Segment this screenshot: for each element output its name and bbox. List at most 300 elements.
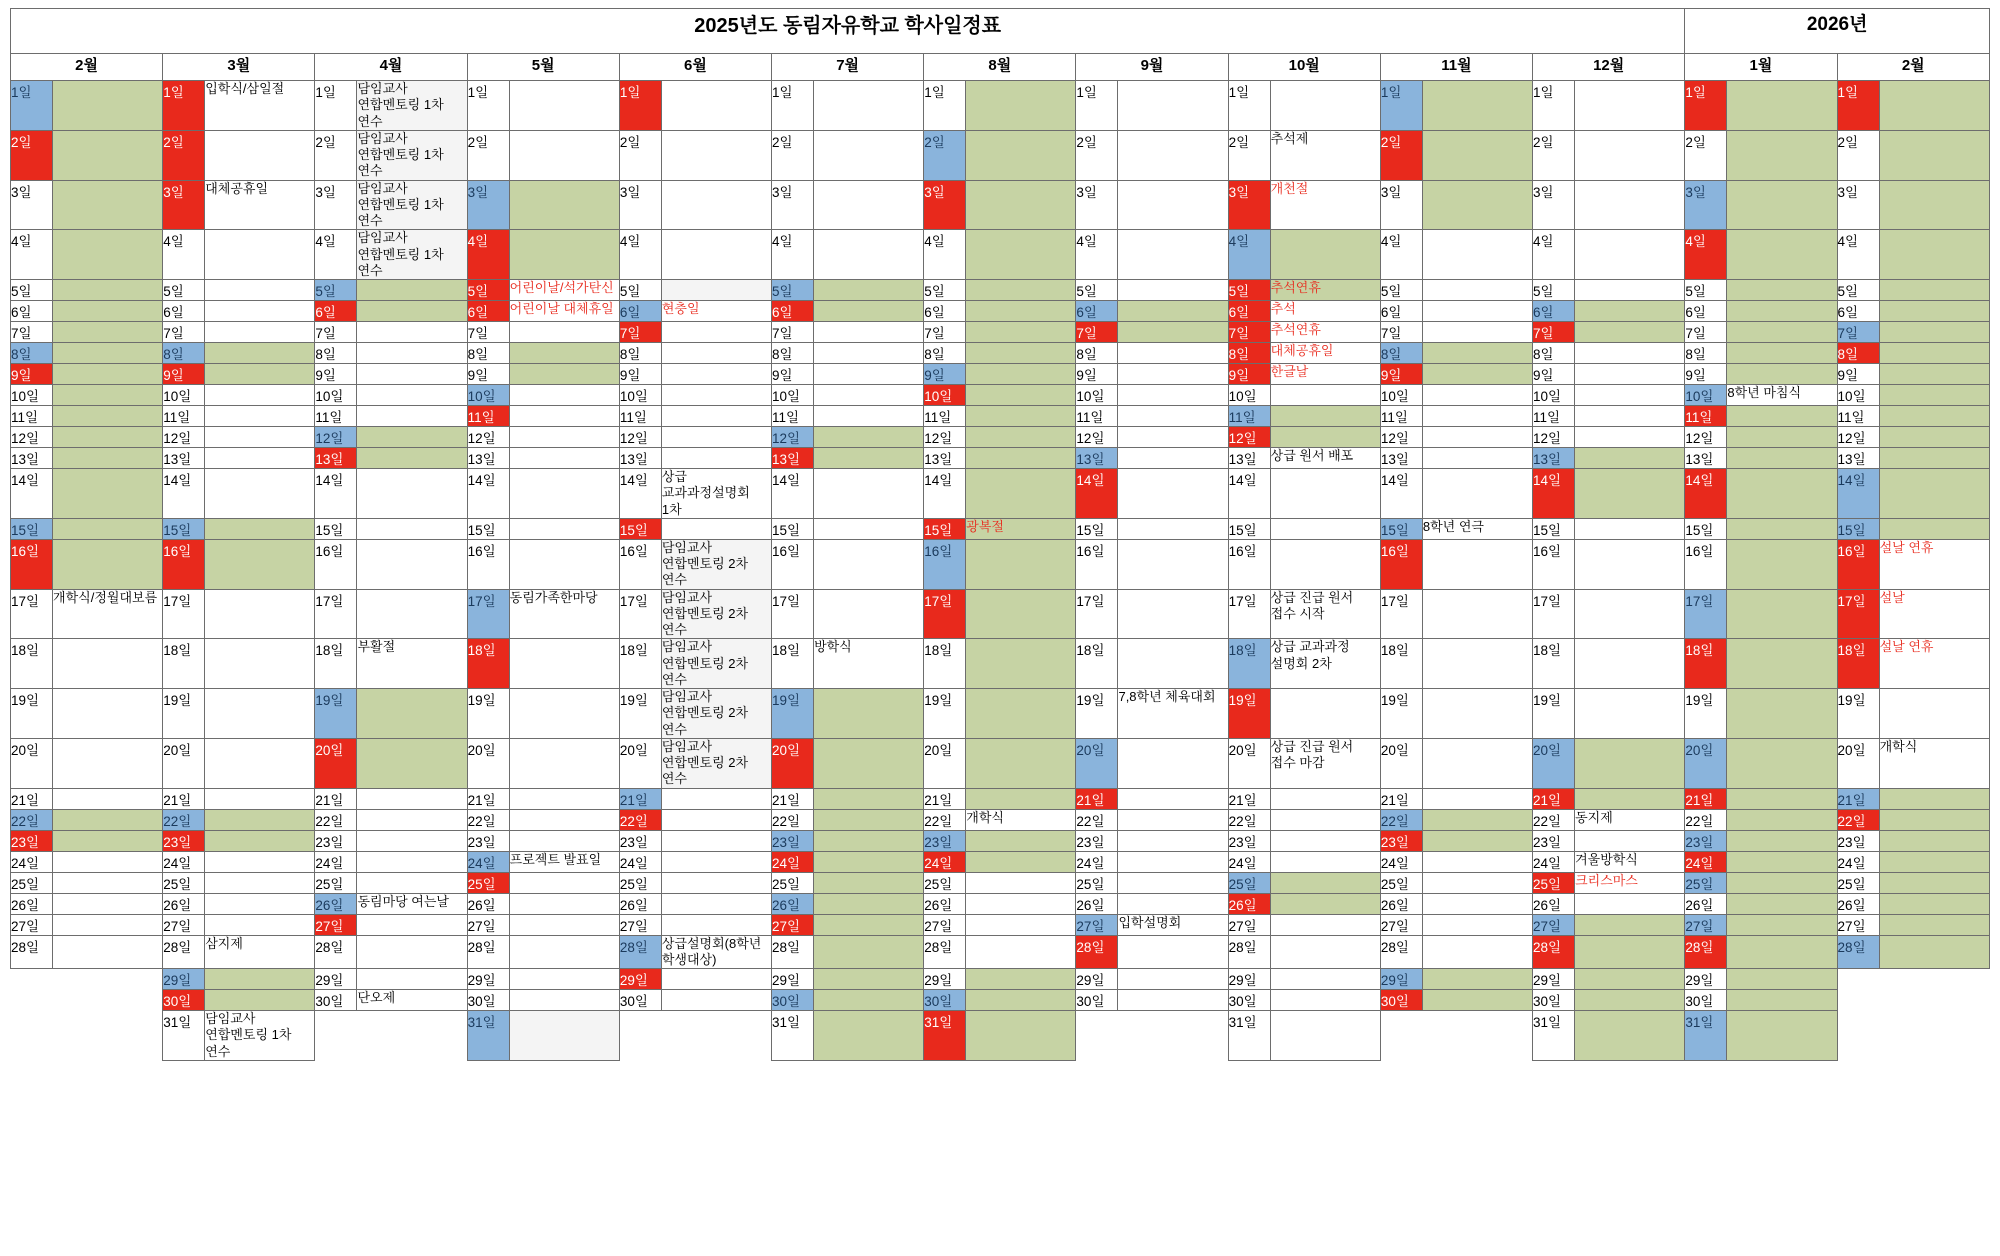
day-number-cell	[1076, 1011, 1118, 1061]
day-number-cell: 15일	[11, 518, 53, 539]
day-note-cell	[357, 518, 467, 539]
day-note-cell	[661, 448, 771, 469]
day-number-cell: 11일	[1228, 406, 1270, 427]
day-number-cell: 23일	[11, 830, 53, 851]
day-number-cell: 16일	[1380, 539, 1422, 589]
day-note-cell	[1879, 809, 1989, 830]
day-number-cell: 7일	[1685, 322, 1727, 343]
day-number-cell: 30일	[1685, 990, 1727, 1011]
day-number-cell: 15일	[924, 518, 966, 539]
day-number-cell: 24일	[1228, 851, 1270, 872]
day-number-cell: 16일	[1533, 539, 1575, 589]
day-number-cell: 27일	[11, 914, 53, 935]
day-number-cell: 28일	[467, 935, 509, 969]
day-number-cell: 28일	[11, 935, 53, 969]
day-number-cell: 2일	[1685, 130, 1727, 180]
day-number-cell: 26일	[11, 893, 53, 914]
day-note-cell	[661, 280, 771, 301]
month-header-9: 10월	[1228, 54, 1380, 81]
calendar-row	[11, 469, 1990, 519]
month-header-8: 9월	[1076, 54, 1228, 81]
day-note-cell	[1118, 1011, 1228, 1061]
day-note-cell	[966, 914, 1076, 935]
day-number-cell: 13일	[772, 448, 814, 469]
day-number-cell: 7일	[619, 322, 661, 343]
day-note-cell	[814, 81, 924, 131]
day-note-cell	[1879, 469, 1989, 519]
day-note-cell	[1270, 1011, 1380, 1061]
day-note-cell	[661, 427, 771, 448]
day-number-cell: 31일	[163, 1011, 205, 1061]
day-note-cell	[1727, 130, 1837, 180]
day-number-cell: 3일	[1533, 180, 1575, 230]
day-note-cell	[1270, 851, 1380, 872]
day-number-cell: 1일	[772, 81, 814, 131]
day-number-cell: 24일	[315, 851, 357, 872]
day-note-cell	[1575, 427, 1685, 448]
day-note-cell	[1879, 343, 1989, 364]
day-number-cell: 30일	[1380, 990, 1422, 1011]
day-note-cell	[1575, 518, 1685, 539]
day-number-cell: 13일	[619, 448, 661, 469]
day-number-cell: 4일	[772, 230, 814, 280]
day-number-cell: 31일	[1533, 1011, 1575, 1061]
day-number-cell: 21일	[1685, 788, 1727, 809]
day-number-cell: 27일	[1380, 914, 1422, 935]
day-note-cell	[1270, 81, 1380, 131]
day-note-cell	[53, 990, 163, 1011]
day-number-cell: 3일	[924, 180, 966, 230]
day-note-cell	[1118, 990, 1228, 1011]
day-number-cell: 23일	[467, 830, 509, 851]
day-note-cell	[1575, 81, 1685, 131]
day-number-cell: 18일	[924, 639, 966, 689]
day-number-cell: 6일	[467, 301, 509, 322]
day-number-cell: 23일	[924, 830, 966, 851]
day-note-cell	[1422, 788, 1532, 809]
day-number-cell: 21일	[1380, 788, 1422, 809]
calendar-row	[11, 830, 1990, 851]
day-number-cell: 13일	[1685, 448, 1727, 469]
day-number-cell: 27일	[1533, 914, 1575, 935]
day-number-cell: 19일	[467, 689, 509, 739]
day-number-cell: 6일	[772, 301, 814, 322]
day-number-cell: 4일	[1380, 230, 1422, 280]
day-number-cell: 13일	[315, 448, 357, 469]
day-note-cell	[357, 385, 467, 406]
day-number-cell: 5일	[1380, 280, 1422, 301]
day-note-cell	[1727, 448, 1837, 469]
day-number-cell: 15일	[467, 518, 509, 539]
day-number-cell	[11, 990, 53, 1011]
day-note-cell	[1575, 406, 1685, 427]
day-note-cell	[1270, 830, 1380, 851]
day-number-cell: 17일	[772, 589, 814, 639]
day-note-cell	[53, 830, 163, 851]
day-number-cell: 9일	[11, 364, 53, 385]
day-note-cell	[1575, 230, 1685, 280]
day-note-cell	[357, 809, 467, 830]
day-number-cell: 4일	[11, 230, 53, 280]
year-label: 2026년	[1685, 9, 1990, 54]
day-number-cell: 14일	[467, 469, 509, 519]
day-number-cell: 22일	[772, 809, 814, 830]
day-note-cell	[966, 969, 1076, 990]
day-note-cell	[814, 301, 924, 322]
day-number-cell: 6일	[1685, 301, 1727, 322]
day-note-cell	[1727, 539, 1837, 589]
day-note-cell	[1422, 448, 1532, 469]
day-number-cell: 5일	[1837, 280, 1879, 301]
day-note-cell	[661, 872, 771, 893]
day-number-cell: 8일	[11, 343, 53, 364]
day-number-cell: 27일	[1228, 914, 1270, 935]
day-note-cell	[53, 343, 163, 364]
day-note-cell	[357, 830, 467, 851]
day-number-cell: 5일	[619, 280, 661, 301]
day-note-cell	[53, 280, 163, 301]
day-note-cell	[1879, 518, 1989, 539]
day-number-cell: 30일	[467, 990, 509, 1011]
month-header-13: 2월	[1837, 54, 1989, 81]
day-number-cell: 11일	[1380, 406, 1422, 427]
day-number-cell: 28일	[1076, 935, 1118, 969]
day-note-cell	[53, 539, 163, 589]
day-number-cell: 25일	[163, 872, 205, 893]
day-note-cell: 8학년 마침식	[1727, 385, 1837, 406]
day-note-cell	[53, 809, 163, 830]
day-note-cell	[1575, 343, 1685, 364]
month-header-11: 12월	[1533, 54, 1685, 81]
day-note-cell	[1727, 809, 1837, 830]
day-number-cell: 26일	[1685, 893, 1727, 914]
day-number-cell: 7일	[1228, 322, 1270, 343]
day-number-cell: 10일	[924, 385, 966, 406]
day-note-cell	[53, 689, 163, 739]
day-note-cell	[1118, 322, 1228, 343]
day-number-cell: 14일	[1533, 469, 1575, 519]
day-number-cell: 26일	[467, 893, 509, 914]
day-note-cell	[1879, 935, 1989, 969]
day-number-cell: 24일	[924, 851, 966, 872]
day-note-cell: 담임교사 연합멘토링 2차 연수	[661, 589, 771, 639]
day-number-cell: 12일	[1228, 427, 1270, 448]
day-note-cell	[1575, 788, 1685, 809]
day-note-cell	[205, 427, 315, 448]
day-note-cell	[509, 872, 619, 893]
day-note-cell	[1575, 385, 1685, 406]
day-note-cell	[1118, 539, 1228, 589]
day-note-cell	[1879, 788, 1989, 809]
day-number-cell: 15일	[163, 518, 205, 539]
day-note-cell	[1879, 872, 1989, 893]
day-note-cell	[509, 639, 619, 689]
calendar-row	[11, 914, 1990, 935]
day-number-cell: 31일	[467, 1011, 509, 1061]
day-number-cell: 1일	[1533, 81, 1575, 131]
day-note-cell	[814, 385, 924, 406]
day-note-cell	[53, 81, 163, 131]
day-note-cell	[1422, 851, 1532, 872]
day-number-cell: 7일	[11, 322, 53, 343]
day-number-cell: 13일	[924, 448, 966, 469]
day-note-cell	[814, 280, 924, 301]
day-number-cell: 30일	[924, 990, 966, 1011]
day-number-cell: 5일	[1076, 280, 1118, 301]
day-note-cell	[1422, 539, 1532, 589]
day-number-cell: 22일	[163, 809, 205, 830]
day-note-cell	[1727, 851, 1837, 872]
day-number-cell: 2일	[1380, 130, 1422, 180]
day-number-cell: 31일	[924, 1011, 966, 1061]
day-note-cell	[661, 322, 771, 343]
day-number-cell: 13일	[163, 448, 205, 469]
day-note-cell	[509, 809, 619, 830]
day-number-cell: 26일	[1228, 893, 1270, 914]
day-note-cell	[1727, 689, 1837, 739]
day-note-cell	[509, 935, 619, 969]
day-note-cell	[1879, 893, 1989, 914]
day-note-cell: 상급 진급 원서 접수 마감	[1270, 738, 1380, 788]
day-note-cell: 설날 연휴	[1879, 539, 1989, 589]
day-note-cell	[966, 427, 1076, 448]
day-note-cell	[1422, 689, 1532, 739]
day-note-cell	[1575, 322, 1685, 343]
day-note-cell	[53, 851, 163, 872]
calendar-row	[11, 788, 1990, 809]
calendar-row	[11, 738, 1990, 788]
day-number-cell: 6일	[315, 301, 357, 322]
day-number-cell: 19일	[11, 689, 53, 739]
day-number-cell: 10일	[11, 385, 53, 406]
day-note-cell	[814, 914, 924, 935]
day-note-cell	[1727, 427, 1837, 448]
day-note-cell	[205, 280, 315, 301]
day-note-cell	[357, 935, 467, 969]
day-note-cell: 담임교사 연합멘토링 2차 연수	[661, 539, 771, 589]
day-note-cell	[1727, 969, 1837, 990]
day-number-cell: 20일	[1685, 738, 1727, 788]
day-note-cell	[1270, 914, 1380, 935]
calendar-row	[11, 280, 1990, 301]
day-number-cell: 9일	[924, 364, 966, 385]
day-note-cell	[814, 518, 924, 539]
day-note-cell	[357, 788, 467, 809]
day-number-cell: 9일	[1533, 364, 1575, 385]
day-note-cell	[661, 230, 771, 280]
day-number-cell: 9일	[772, 364, 814, 385]
day-note-cell	[966, 788, 1076, 809]
day-number-cell: 22일	[1685, 809, 1727, 830]
day-note-cell	[509, 539, 619, 589]
day-number-cell: 27일	[467, 914, 509, 935]
day-note-cell	[1575, 589, 1685, 639]
day-number-cell: 10일	[1380, 385, 1422, 406]
day-number-cell	[1837, 969, 1879, 990]
day-note-cell	[509, 364, 619, 385]
day-number-cell: 12일	[163, 427, 205, 448]
day-number-cell: 5일	[772, 280, 814, 301]
day-note-cell	[1575, 364, 1685, 385]
day-number-cell: 19일	[924, 689, 966, 739]
day-note-cell	[814, 539, 924, 589]
day-note-cell	[814, 448, 924, 469]
day-number-cell: 28일	[1685, 935, 1727, 969]
day-note-cell	[205, 343, 315, 364]
day-note-cell	[357, 301, 467, 322]
day-number-cell: 11일	[1533, 406, 1575, 427]
day-number-cell: 15일	[772, 518, 814, 539]
day-number-cell: 1일	[1837, 81, 1879, 131]
day-note-cell	[509, 893, 619, 914]
day-number-cell: 22일	[11, 809, 53, 830]
day-number-cell: 11일	[924, 406, 966, 427]
day-note-cell	[814, 322, 924, 343]
day-note-cell	[1575, 539, 1685, 589]
day-number-cell: 25일	[619, 872, 661, 893]
day-note-cell	[205, 830, 315, 851]
day-number-cell: 18일	[1228, 639, 1270, 689]
day-number-cell: 28일	[619, 935, 661, 969]
day-number-cell: 11일	[315, 406, 357, 427]
day-number-cell: 2일	[315, 130, 357, 180]
day-number-cell: 17일	[1228, 589, 1270, 639]
day-number-cell	[1837, 990, 1879, 1011]
calendar-row	[11, 1011, 1990, 1061]
day-note-cell	[1118, 427, 1228, 448]
day-number-cell: 29일	[467, 969, 509, 990]
day-note-cell	[661, 81, 771, 131]
day-note-cell	[966, 322, 1076, 343]
day-note-cell: 입학설명회	[1118, 914, 1228, 935]
day-note-cell	[1422, 343, 1532, 364]
day-number-cell: 4일	[1533, 230, 1575, 280]
day-number-cell: 7일	[1380, 322, 1422, 343]
day-note-cell	[814, 406, 924, 427]
calendar-row	[11, 990, 1990, 1011]
day-number-cell: 3일	[1685, 180, 1727, 230]
day-number-cell: 3일	[772, 180, 814, 230]
day-number-cell: 20일	[924, 738, 966, 788]
day-number-cell: 5일	[467, 280, 509, 301]
day-number-cell: 9일	[619, 364, 661, 385]
day-note-cell	[1118, 639, 1228, 689]
day-number-cell: 9일	[1685, 364, 1727, 385]
day-note-cell	[814, 1011, 924, 1061]
day-number-cell: 6일	[1837, 301, 1879, 322]
day-note-cell	[357, 689, 467, 739]
day-note-cell: 담임교사 연합멘토링 1차 연수	[357, 130, 467, 180]
day-note-cell	[1727, 990, 1837, 1011]
day-number-cell: 11일	[11, 406, 53, 427]
day-note-cell	[1270, 872, 1380, 893]
day-number-cell: 21일	[1837, 788, 1879, 809]
day-number-cell: 12일	[1380, 427, 1422, 448]
day-note-cell	[1727, 406, 1837, 427]
day-note-cell	[53, 872, 163, 893]
day-note-cell	[1118, 589, 1228, 639]
day-number-cell: 9일	[1076, 364, 1118, 385]
day-note-cell	[1727, 469, 1837, 519]
day-note-cell	[1727, 364, 1837, 385]
day-number-cell: 12일	[1076, 427, 1118, 448]
day-number-cell: 26일	[1076, 893, 1118, 914]
day-note-cell	[1118, 469, 1228, 519]
day-note-cell	[1422, 180, 1532, 230]
day-number-cell: 25일	[924, 872, 966, 893]
day-note-cell: 상급 교과과정 설명회 2차	[1270, 639, 1380, 689]
day-note-cell	[509, 830, 619, 851]
day-note-cell	[53, 364, 163, 385]
day-number-cell: 14일	[1228, 469, 1270, 519]
day-number-cell: 11일	[1076, 406, 1118, 427]
day-note-cell	[1575, 1011, 1685, 1061]
day-number-cell: 20일	[163, 738, 205, 788]
day-number-cell: 3일	[1837, 180, 1879, 230]
day-note-cell	[1118, 301, 1228, 322]
day-note-cell	[814, 343, 924, 364]
day-note-cell: 삼지제	[205, 935, 315, 969]
day-number-cell: 1일	[619, 81, 661, 131]
day-note-cell: 담임교사 연합멘토링 2차 연수	[661, 738, 771, 788]
day-number-cell: 19일	[1685, 689, 1727, 739]
day-note-cell	[1270, 893, 1380, 914]
day-note-cell	[1879, 830, 1989, 851]
day-note-cell	[814, 689, 924, 739]
day-note-cell	[1727, 589, 1837, 639]
day-note-cell	[1879, 1011, 1989, 1061]
day-number-cell: 25일	[772, 872, 814, 893]
day-note-cell	[814, 589, 924, 639]
day-number-cell: 20일	[772, 738, 814, 788]
day-note-cell	[205, 230, 315, 280]
day-number-cell: 11일	[619, 406, 661, 427]
day-note-cell	[1422, 809, 1532, 830]
day-note-cell	[1422, 969, 1532, 990]
day-note-cell	[1118, 872, 1228, 893]
day-number-cell: 4일	[467, 230, 509, 280]
day-note-cell: 담임교사 연합멘토링 1차 연수	[357, 81, 467, 131]
day-number-cell: 2일	[772, 130, 814, 180]
day-note-cell	[1270, 427, 1380, 448]
day-note-cell	[661, 180, 771, 230]
day-note-cell	[357, 738, 467, 788]
academic-calendar-table	[10, 8, 1990, 1061]
day-note-cell	[1575, 990, 1685, 1011]
day-note-cell	[661, 518, 771, 539]
day-note-cell	[1575, 969, 1685, 990]
day-note-cell	[205, 738, 315, 788]
day-number-cell: 12일	[924, 427, 966, 448]
day-note-cell	[205, 130, 315, 180]
day-number-cell: 25일	[1076, 872, 1118, 893]
calendar-row	[11, 322, 1990, 343]
day-number-cell: 15일	[1228, 518, 1270, 539]
day-note-cell	[1118, 230, 1228, 280]
day-number-cell: 21일	[163, 788, 205, 809]
day-note-cell	[1118, 518, 1228, 539]
day-note-cell: 겨울방학식	[1575, 851, 1685, 872]
day-note-cell	[1118, 738, 1228, 788]
day-number-cell: 24일	[1837, 851, 1879, 872]
day-number-cell: 25일	[315, 872, 357, 893]
calendar-row	[11, 851, 1990, 872]
day-number-cell: 16일	[924, 539, 966, 589]
day-number-cell: 25일	[11, 872, 53, 893]
day-number-cell: 23일	[1076, 830, 1118, 851]
day-number-cell: 20일	[1076, 738, 1118, 788]
day-number-cell: 7일	[1837, 322, 1879, 343]
